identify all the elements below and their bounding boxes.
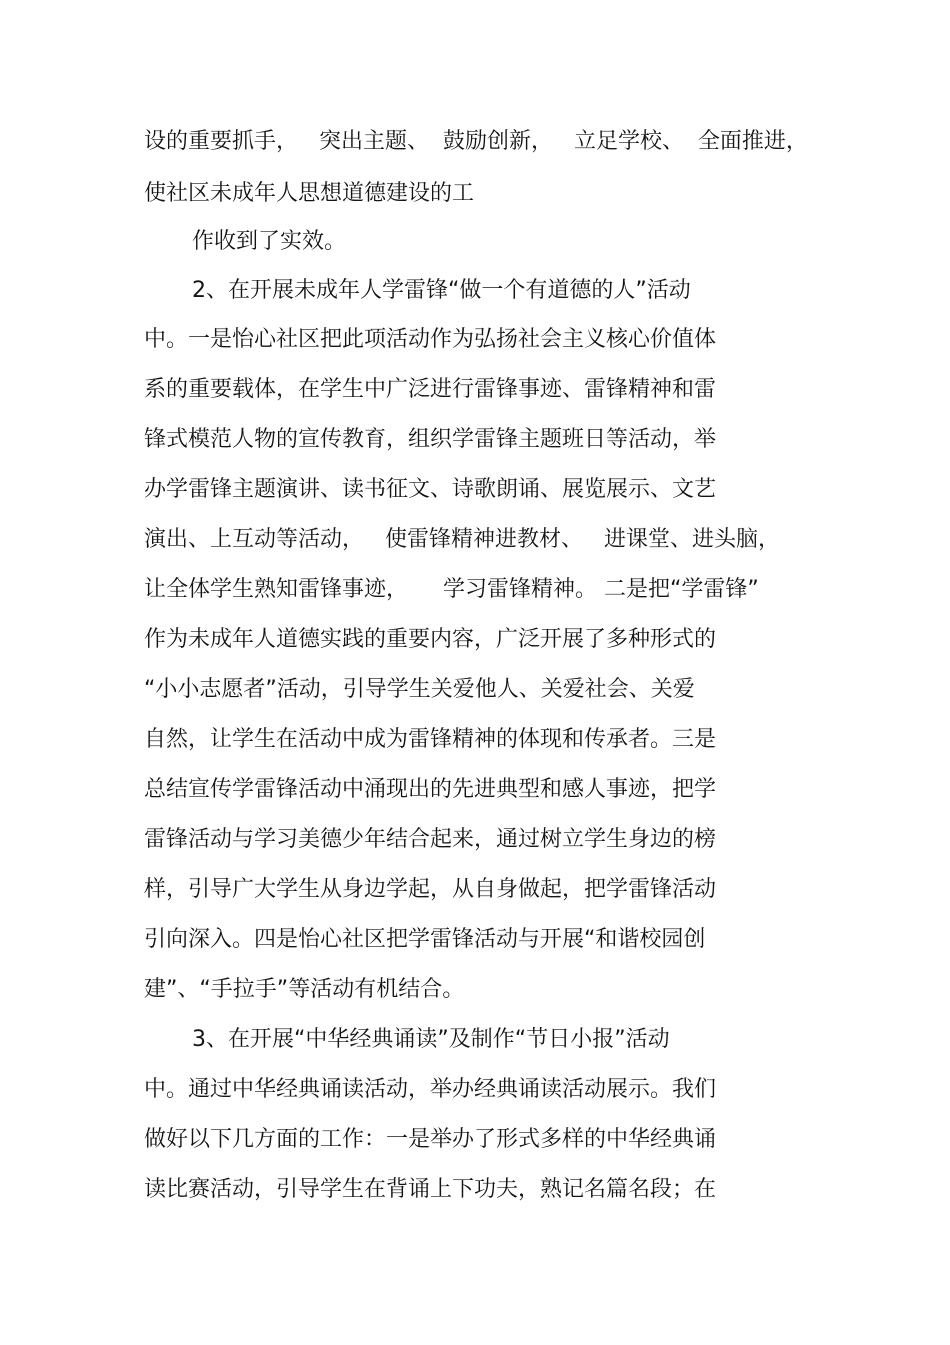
text-line: 3、在开展“中华经典诵读”及制作“节日小报”活动 [192, 1027, 670, 1052]
text-line: 样，引导广大学生从身边学起，从自身做起，把学雷锋活动 [144, 877, 717, 902]
text-line: 中。通过中华经典诵读活动，举办经典诵读活动展示。我们 [144, 1077, 717, 1102]
text-line: 2、在开展未成年人学雷锋“做一个有道德的人”活动 [192, 278, 691, 303]
text-line: 自然，让学生在活动中成为雷锋精神的体现和传承者。三是 [144, 727, 717, 752]
text-line: 作为未成年人道德实践的重要内容，广泛开展了多种形式的 [144, 627, 717, 652]
text-line: “小小志愿者”活动，引导学生关爱他人、关爱社会、关爱 [144, 677, 695, 702]
text-line: 锋式模范人物的宣传教育，组织学雷锋主题班日等活动，举 [144, 427, 717, 452]
text-line: 建”、“手拉手”等活动有机结合。 [144, 977, 465, 1002]
text-line: 引向深入。四是怡心社区把学雷锋活动与开展“和谐校园创 [144, 927, 706, 952]
text-line: 让全体学生熟知雷锋事迹， 学习雷锋精神。 二是把“学雷锋” [144, 577, 759, 602]
text-line: 中。一是怡心社区把此项活动作为弘扬社会主义核心价值体 [144, 327, 717, 352]
text-line: 读比赛活动，引导学生在背诵上下功夫，熟记名篇名段；在 [144, 1177, 717, 1202]
text-line: 作收到了实效。 [192, 229, 347, 254]
text-line: 系的重要载体，在学生中广泛进行雷锋事迹、雷锋精神和雷 [144, 377, 717, 402]
text-line: 演出、上互动等活动， 使雷锋精神进教材、 进课堂、进头脑， [144, 527, 780, 552]
text-line: 设的重要抓手， 突出主题、 鼓励创新， 立足学校、 全面推进， [144, 129, 808, 154]
text-line: 办学雷锋主题演讲、读书征文、诗歌朗诵、展览展示、文艺 [144, 477, 717, 502]
text-line: 使社区未成年人思想道德建设的工 [144, 181, 475, 206]
text-line: 总结宣传学雷锋活动中涌现出的先进典型和感人事迹，把学 [144, 777, 717, 802]
text-line: 雷锋活动与学习美德少年结合起来，通过树立学生身边的榜 [144, 827, 717, 852]
text-line: 做好以下几方面的工作：一是举办了形式多样的中华经典诵 [144, 1127, 717, 1152]
